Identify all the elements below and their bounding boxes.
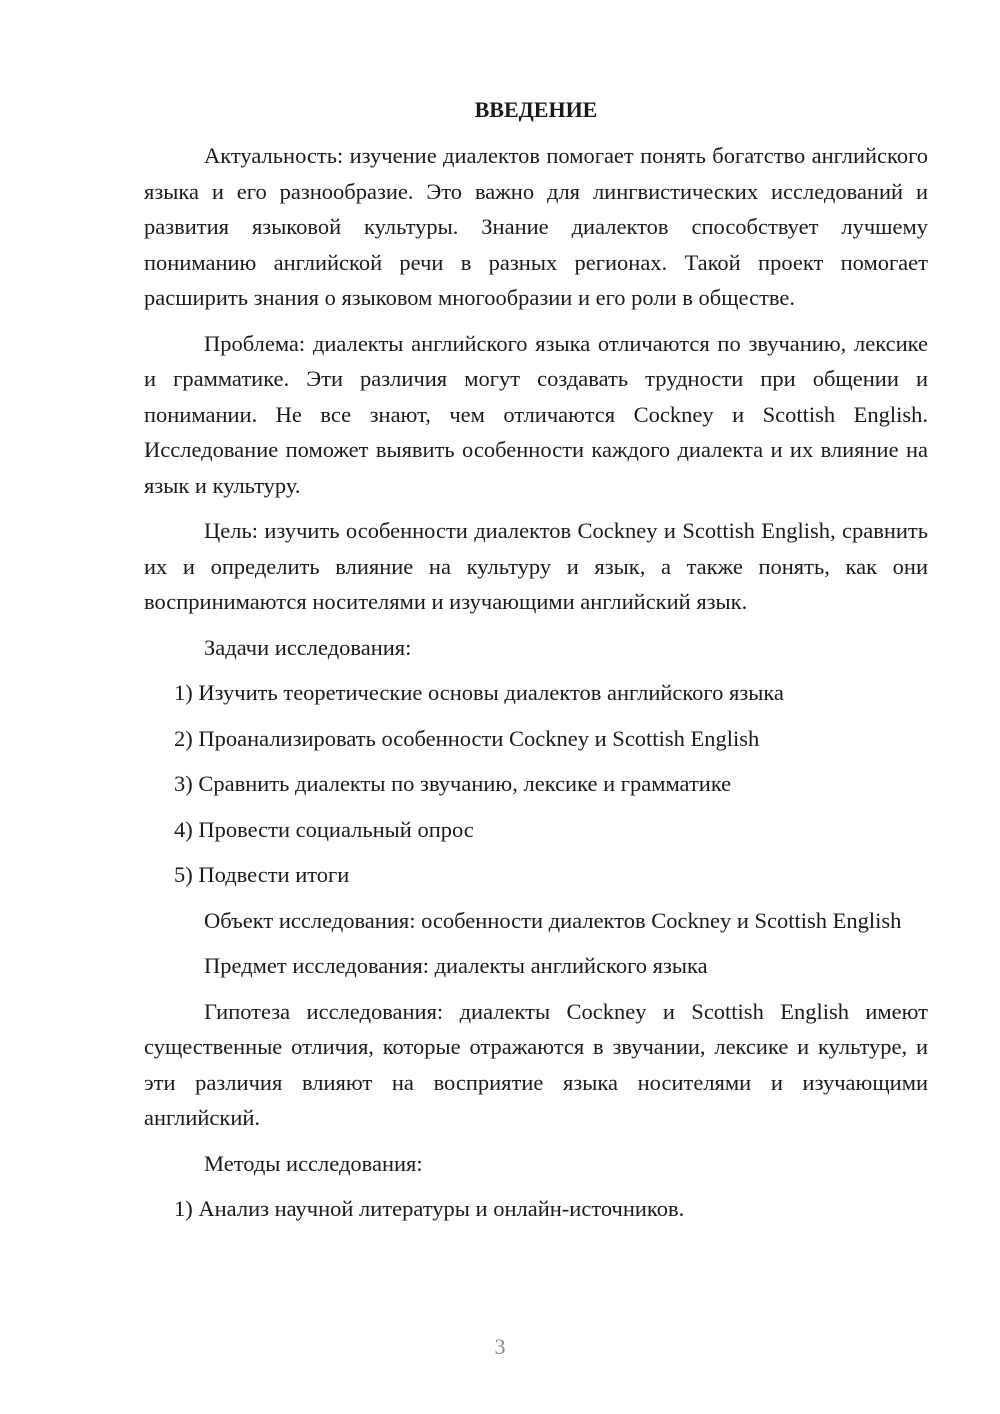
- relevance-paragraph: Актуальность: изучение диалектов помогает понять богатство английского языка и его разнообразие. Это важно для лингвистических исследований и развития языковой культуры. Знание диалектов способствует лучшему пониманию английской речи в разных регионах. Такой проект помогает расширить знания о языковом многообразии и его роли в обществе.: [144, 143, 928, 310]
- page-number: 3: [494, 1334, 506, 1359]
- list-item: 3) Сравнить диалекты по звучанию, лексике и грамматике: [174, 771, 732, 796]
- list-item: 1) Изучить теоретические основы диалектов английского языка: [174, 680, 784, 705]
- methods-heading: Методы исследования:: [204, 1150, 423, 1176]
- problem-paragraph: Проблема: диалекты английского языка отличаются по звучанию, лексике и грамматике. Эти различия могут создавать трудности при общении и понимании. Не все знают, чем отличаются Cockney и Scottish English. Исследование поможет выявить особенности каждого диалекта и их влияние на язык и культуру.: [144, 330, 928, 498]
- tasks-list: [144, 675, 928, 893]
- subject-paragraph: Предмет исследования: диалекты английского языка: [204, 953, 708, 978]
- page-title: ВВЕДЕНИЕ: [474, 97, 598, 122]
- object-paragraph: Объект исследования: особенности диалектов Cockney и Scottish English: [204, 907, 902, 933]
- tasks-heading: Задачи исследования:: [204, 634, 412, 660]
- list-item: 5) Подвести итоги: [174, 862, 350, 887]
- methods-list: [144, 1191, 928, 1227]
- list-item: 2) Проанализировать особенности Cockney и Scottish English: [174, 725, 760, 751]
- hypothesis-paragraph: Гипотеза исследования: диалекты Cockney и Scottish English имеют существенные отличия, которые отражаются в звучании, лексике и культуре, и эти различия влияют на восприятие языка носителями и изучающими английский.: [144, 998, 928, 1130]
- goal-paragraph: Цель: изучить особенности диалектов Cockney и Scottish English, сравнить их и определить влияние на культуру и язык, а также понять, как они воспринимаются носителями и изучающими английский язык.: [144, 518, 928, 614]
- list-item: 1) Анализ научной литературы и онлайн-источников.: [174, 1196, 685, 1221]
- list-item: 4) Провести социальный опрос: [174, 816, 474, 842]
- page-content: [144, 92, 928, 1237]
